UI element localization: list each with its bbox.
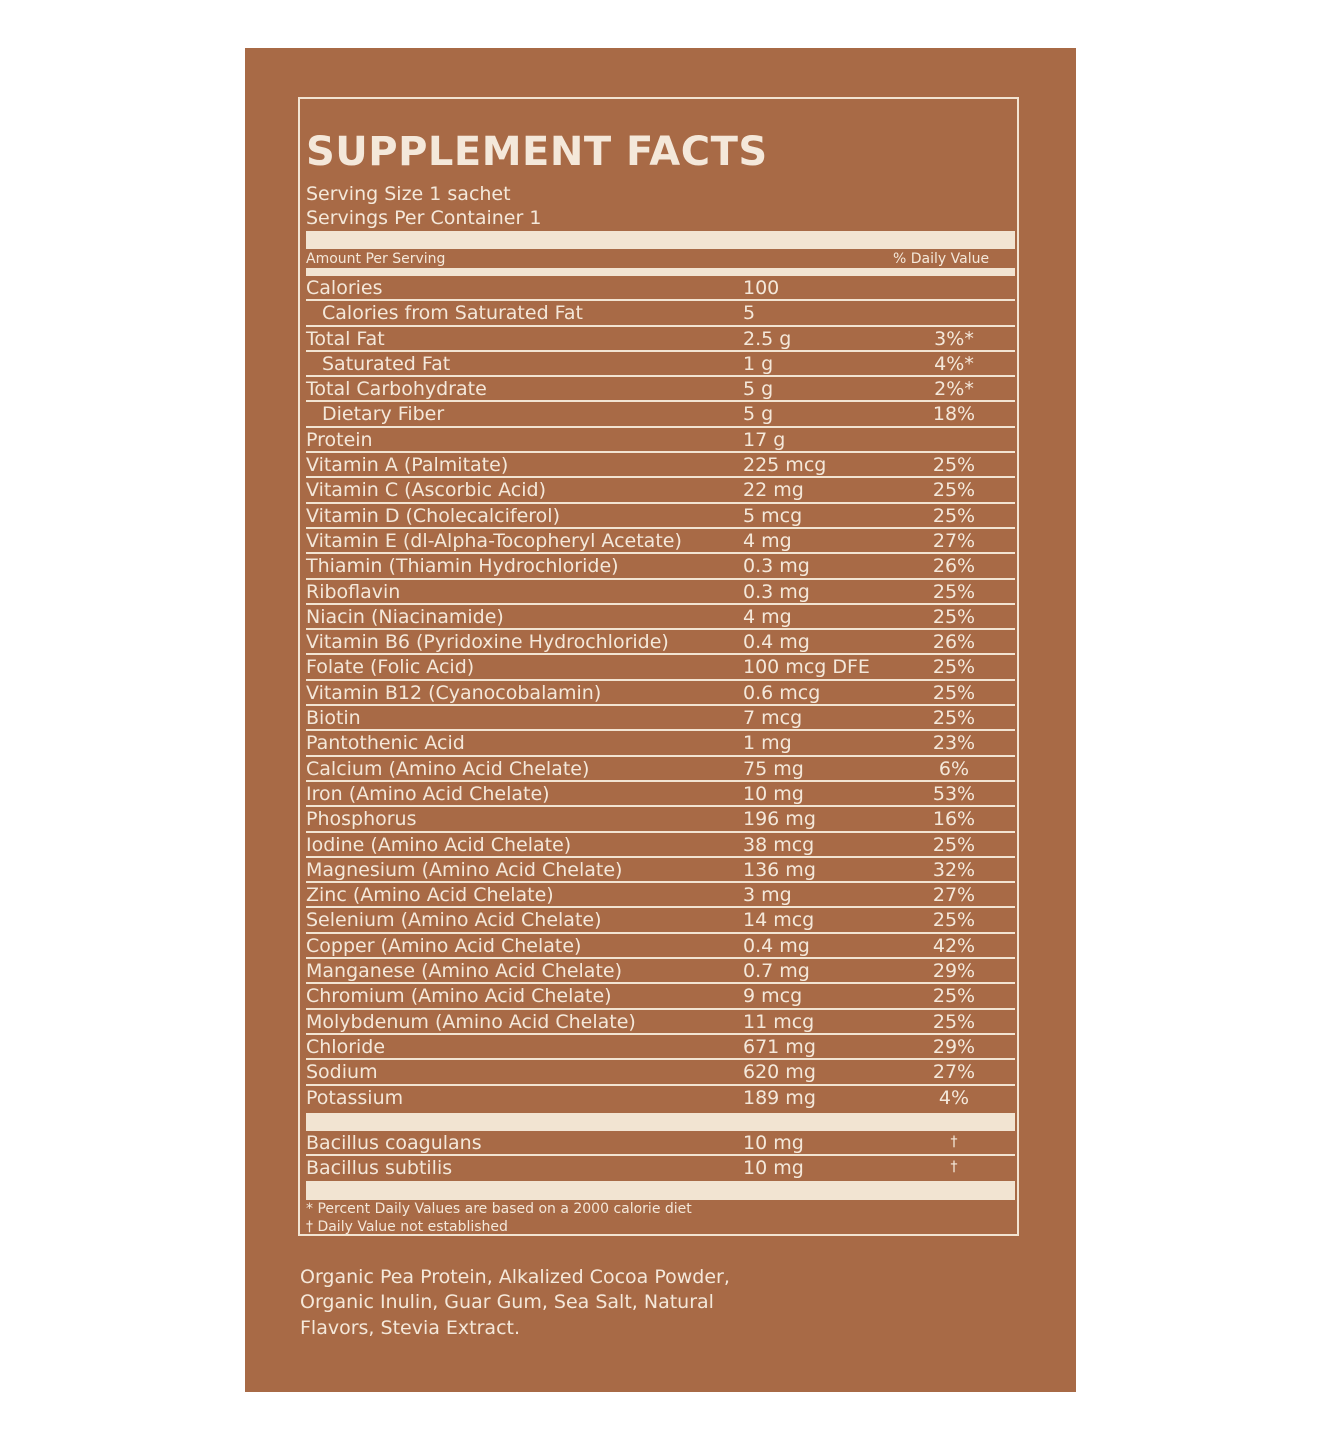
nutrient-table — [306, 276, 1015, 1111]
nutrient-name: Potassium — [306, 1086, 404, 1109]
daily-value-label: % Daily Value — [893, 251, 990, 267]
nutrient-amount: 620 mg — [743, 1061, 816, 1084]
nutrient-amount: 2.5 g — [743, 327, 792, 350]
nutrient-amount: 671 mg — [743, 1035, 816, 1058]
nutrient-amount: 0.3 mg — [743, 580, 810, 603]
nutrient-name: Calcium (Amino Acid Chelate) — [306, 757, 590, 780]
nutrient-name: Riboflavin — [306, 580, 401, 603]
nutrient-row — [306, 1035, 1015, 1060]
nutrient-amount: 11 mcg — [743, 1010, 815, 1033]
nutrient-daily-value: 25% — [932, 504, 976, 527]
nutrient-name: Total Carbohydrate — [306, 378, 487, 401]
nutrient-amount: 1 mg — [743, 732, 792, 755]
nutrient-name: Vitamin D (Cholecalciferol) — [306, 504, 560, 527]
nutrient-amount: 5 g — [743, 403, 774, 426]
nutrient-daily-value: 25% — [932, 1010, 976, 1033]
nutrient-daily-value: † — [950, 1134, 958, 1150]
nutrient-daily-value: 16% — [932, 808, 976, 831]
nutrient-daily-value: 42% — [932, 934, 976, 957]
nutrient-name: Copper (Amino Acid Chelate) — [306, 934, 582, 957]
probiotic-table — [306, 1131, 1015, 1182]
nutrient-amount: 10 mg — [743, 1132, 804, 1154]
nutrient-daily-value: 4%* — [934, 352, 974, 375]
nutrient-row — [306, 959, 1015, 984]
nutrient-amount: 9 mcg — [743, 985, 803, 1008]
nutrient-amount: 225 mcg — [743, 454, 827, 477]
nutrient-row — [306, 807, 1015, 832]
nutrient-daily-value: 23% — [932, 732, 976, 755]
nutrient-row — [306, 655, 1015, 680]
nutrient-row — [306, 428, 1015, 453]
nutrient-name: Phosphorus — [306, 808, 417, 831]
nutrient-row — [306, 731, 1015, 756]
nutrient-name: Biotin — [306, 707, 361, 730]
nutrient-daily-value: 26% — [932, 631, 976, 654]
nutrient-name: Vitamin E (dl-Alpha-Tocopheryl Acetate) — [306, 529, 682, 552]
nutrient-name: Vitamin A (Palmitate) — [306, 454, 509, 477]
nutrient-row — [306, 782, 1015, 807]
nutrient-name: Chromium (Amino Acid Chelate) — [306, 985, 612, 1008]
nutrient-daily-value: 25% — [932, 580, 976, 603]
nutrient-row — [306, 706, 1015, 731]
nutrient-name: Vitamin B6 (Pyridoxine Hydrochloride) — [306, 631, 669, 654]
nutrient-row — [306, 934, 1015, 959]
nutrient-name: Niacin (Niacinamide) — [306, 605, 504, 628]
nutrient-amount: 5 — [743, 302, 756, 325]
nutrient-name: Calories from Saturated Fat — [322, 302, 583, 325]
nutrient-daily-value: 3%* — [934, 327, 974, 350]
nutrient-row — [306, 858, 1015, 883]
nutrient-amount: 5 g — [743, 378, 774, 401]
nutrient-name: Total Fat — [306, 327, 385, 350]
servings-per-container: Servings Per Container 1 — [306, 207, 542, 229]
nutrient-name: Zinc (Amino Acid Chelate) — [306, 884, 554, 907]
nutrient-row — [306, 478, 1015, 503]
nutrient-amount: 75 mg — [743, 757, 804, 780]
nutrient-daily-value: 53% — [932, 782, 976, 805]
nutrient-row — [306, 883, 1015, 908]
nutrient-name: Selenium (Amino Acid Chelate) — [306, 909, 602, 932]
nutrient-name: Manganese (Amino Acid Chelate) — [306, 960, 623, 983]
nutrient-name: Molybdenum (Amino Acid Chelate) — [306, 1010, 636, 1033]
nutrient-daily-value: 25% — [932, 707, 976, 730]
nutrient-daily-value: 25% — [932, 605, 976, 628]
nutrient-name: Protein — [306, 428, 373, 451]
nutrient-daily-value: 25% — [932, 909, 976, 932]
nutrient-row — [306, 276, 1015, 301]
nutrient-amount: 100 mcg DFE — [743, 656, 870, 679]
thick-rule-bottom — [306, 1181, 1015, 1200]
nutrient-row — [306, 605, 1015, 630]
nutrient-amount: 17 g — [743, 428, 786, 451]
nutrient-amount: 0.4 mg — [743, 934, 810, 957]
ingredients-list: Organic Pea Protein, Alkalized Cocoa Powder, Organic Inulin, Guar Gum, Sea Salt, Natural Flavors, Stevia Extract. — [300, 1266, 730, 1339]
nutrient-daily-value: 6% — [938, 757, 970, 780]
nutrient-amount: 1 g — [743, 352, 774, 375]
nutrient-amount: 100 — [743, 277, 780, 299]
nutrient-name: Iodine (Amino Acid Chelate) — [306, 833, 572, 856]
nutrient-daily-value: 32% — [932, 858, 976, 881]
thick-rule-top — [306, 231, 1015, 249]
nutrient-amount: 136 mg — [743, 858, 816, 881]
nutrient-row — [306, 1131, 1015, 1156]
nutrient-daily-value: 29% — [932, 1035, 976, 1058]
nutrient-daily-value: 4% — [938, 1086, 970, 1109]
nutrient-amount: 0.4 mg — [743, 631, 810, 654]
nutrient-name: Pantothenic Acid — [306, 732, 465, 755]
nutrient-daily-value: † — [950, 1159, 958, 1176]
nutrient-row — [306, 757, 1015, 782]
nutrient-amount: 38 mcg — [743, 833, 815, 856]
nutrient-name: Vitamin C (Ascorbic Acid) — [306, 479, 547, 502]
nutrient-row — [306, 327, 1015, 352]
nutrient-row — [306, 908, 1015, 933]
nutrient-name: Chloride — [306, 1035, 386, 1058]
nutrient-row — [306, 453, 1015, 478]
nutrient-amount: 189 mg — [743, 1086, 816, 1109]
nutrient-row — [306, 402, 1015, 427]
nutrient-row — [306, 630, 1015, 655]
nutrient-amount: 5 mcg — [743, 504, 803, 527]
nutrient-name: Magnesium (Amino Acid Chelate) — [306, 858, 623, 881]
nutrient-daily-value: 29% — [932, 960, 976, 983]
nutrient-row — [306, 352, 1015, 377]
nutrient-name: Bacillus subtilis — [306, 1157, 453, 1180]
nutrient-amount: 10 mg — [743, 782, 804, 805]
nutrient-row — [306, 580, 1015, 605]
nutrient-row — [306, 984, 1015, 1009]
nutrient-row — [306, 529, 1015, 554]
nutrient-daily-value: 25% — [932, 656, 976, 679]
serving-size: Serving Size 1 sachet — [306, 183, 511, 205]
nutrient-name: Sodium — [306, 1061, 378, 1084]
nutrient-row — [306, 1010, 1015, 1035]
footnote-not-established: † Daily Value not established — [306, 1219, 508, 1235]
amount-per-serving-label: Amount Per Serving — [306, 251, 446, 267]
facts-title: SUPPLEMENT FACTS — [306, 129, 768, 175]
nutrient-name: Calories — [306, 277, 383, 299]
nutrient-amount: 14 mcg — [743, 909, 815, 932]
nutrient-daily-value: 25% — [932, 479, 976, 502]
footnote-percent: * Percent Daily Values are based on a 2000 calorie diet — [306, 1201, 692, 1217]
nutrient-name: Dietary Fiber — [322, 403, 445, 426]
nutrient-row — [306, 681, 1015, 706]
nutrient-row — [306, 1060, 1015, 1085]
nutrient-amount: 4 mg — [743, 605, 792, 628]
nutrient-amount: 0.3 mg — [743, 555, 810, 578]
nutrient-daily-value: 25% — [932, 833, 976, 856]
medium-rule — [306, 268, 1015, 276]
nutrient-row — [306, 554, 1015, 579]
nutrient-row — [306, 833, 1015, 858]
thick-rule-mid — [306, 1113, 1015, 1131]
nutrient-amount: 7 mcg — [743, 707, 803, 730]
nutrient-daily-value: 25% — [932, 985, 976, 1008]
nutrient-daily-value: 27% — [932, 884, 976, 907]
nutrient-row — [306, 1156, 1015, 1181]
nutrient-name: Saturated Fat — [322, 352, 451, 375]
nutrient-name: Bacillus coagulans — [306, 1132, 482, 1154]
nutrient-daily-value: 2%* — [934, 378, 974, 401]
nutrient-amount: 22 mg — [743, 479, 804, 502]
nutrient-daily-value: 25% — [932, 681, 976, 704]
nutrient-name: Folate (Folic Acid) — [306, 656, 475, 679]
nutrient-row — [306, 377, 1015, 402]
nutrient-amount: 0.6 mcg — [743, 681, 821, 704]
nutrient-daily-value: 27% — [932, 1061, 976, 1084]
nutrient-row — [306, 504, 1015, 529]
nutrient-row — [306, 301, 1015, 326]
nutrient-name: Vitamin B12 (Cyanocobalamin) — [306, 681, 602, 704]
nutrient-daily-value: 26% — [932, 555, 976, 578]
nutrient-daily-value: 18% — [932, 403, 976, 426]
nutrient-name: Iron (Amino Acid Chelate) — [306, 782, 550, 805]
nutrient-name: Thiamin (Thiamin Hydrochloride) — [306, 555, 619, 578]
nutrient-amount: 0.7 mg — [743, 960, 810, 983]
nutrient-daily-value: 25% — [932, 454, 976, 477]
nutrient-amount: 3 mg — [743, 884, 792, 907]
nutrient-row — [306, 1086, 1015, 1111]
nutrient-amount: 10 mg — [743, 1157, 804, 1180]
nutrient-amount: 196 mg — [743, 808, 816, 831]
nutrient-amount: 4 mg — [743, 529, 792, 552]
nutrient-daily-value: 27% — [932, 529, 976, 552]
